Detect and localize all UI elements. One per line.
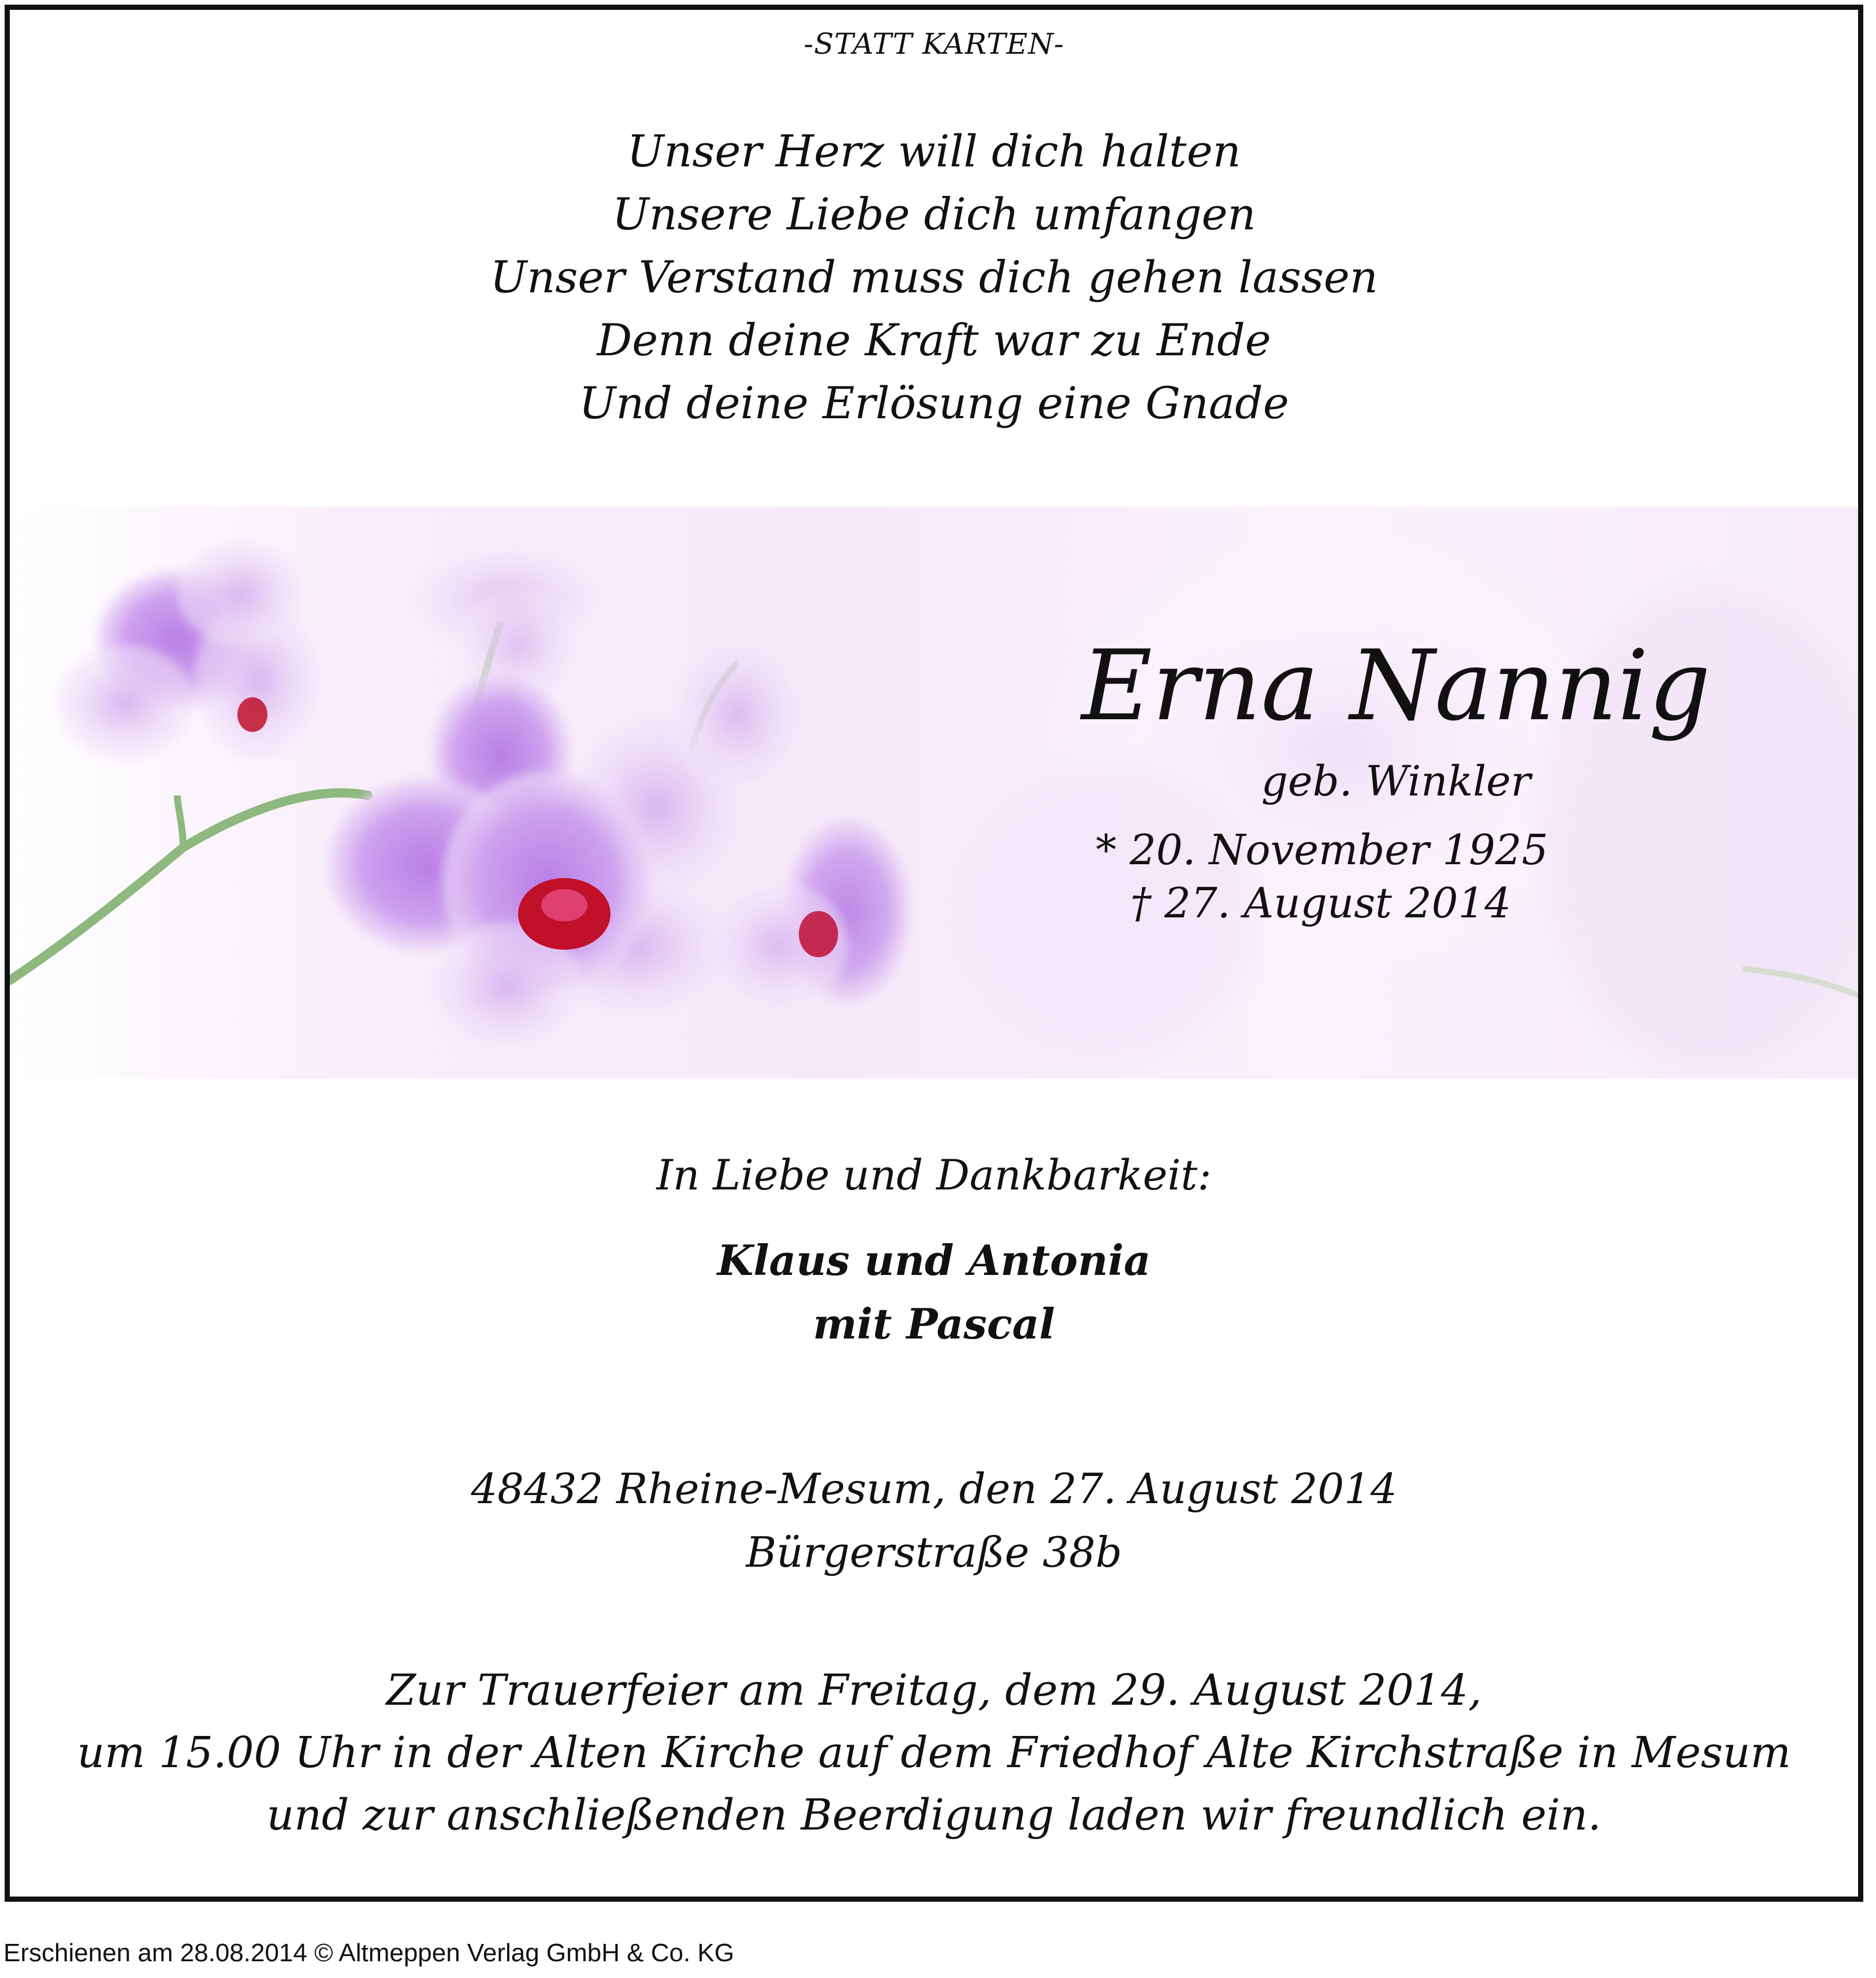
address-line: Bürgerstraße 38b (746, 1528, 1122, 1577)
deceased-name: Erna Nannig (1081, 629, 1711, 742)
family-line: mit Pascal (813, 1299, 1055, 1348)
ceremony-line: um 15.00 Uhr in der Alten Kirche auf dem Friedhof Alte Kirchstraße in Mesum (77, 1728, 1791, 1778)
birth-date: * 20. November 1925 (1096, 826, 1549, 874)
family-line: Klaus und Antonia (717, 1236, 1151, 1285)
address (10, 1457, 1858, 1584)
death-date: † 27. August 2014 (1130, 879, 1512, 927)
dedication: In Liebe und Dankbarkeit: (656, 1151, 1212, 1199)
poem (10, 120, 1858, 434)
poem-line: Unser Herz will dich halten (627, 125, 1241, 177)
poem-line: Und deine Erlösung eine Gnade (579, 377, 1289, 429)
deceased-info (1073, 629, 1719, 929)
ceremony-line: und zur anschließenden Beerdigung laden wir freundlich ein. (266, 1790, 1602, 1840)
address-line: 48432 Rheine-Mesum, den 27. August 2014 (471, 1464, 1397, 1513)
family-names (10, 1229, 1858, 1356)
poem-line: Denn deine Kraft war zu Ende (597, 314, 1271, 366)
publication-credit: Erschienen am 28.08.2014 © Altmeppen Verlag GmbH & Co. KG (3, 1939, 735, 1967)
poem-line: Unser Verstand muss dich gehen lassen (490, 251, 1378, 303)
obituary-notice (5, 5, 1863, 1902)
ceremony-line: Zur Trauerfeier am Freitag, dem 29. August 2014, (386, 1665, 1482, 1715)
maiden-name: geb. Winkler (1261, 757, 1531, 805)
ceremony-info (10, 1659, 1858, 1846)
header-statt-karten: -STATT KARTEN- (803, 27, 1064, 61)
poem-line: Unsere Liebe dich umfangen (612, 188, 1256, 240)
